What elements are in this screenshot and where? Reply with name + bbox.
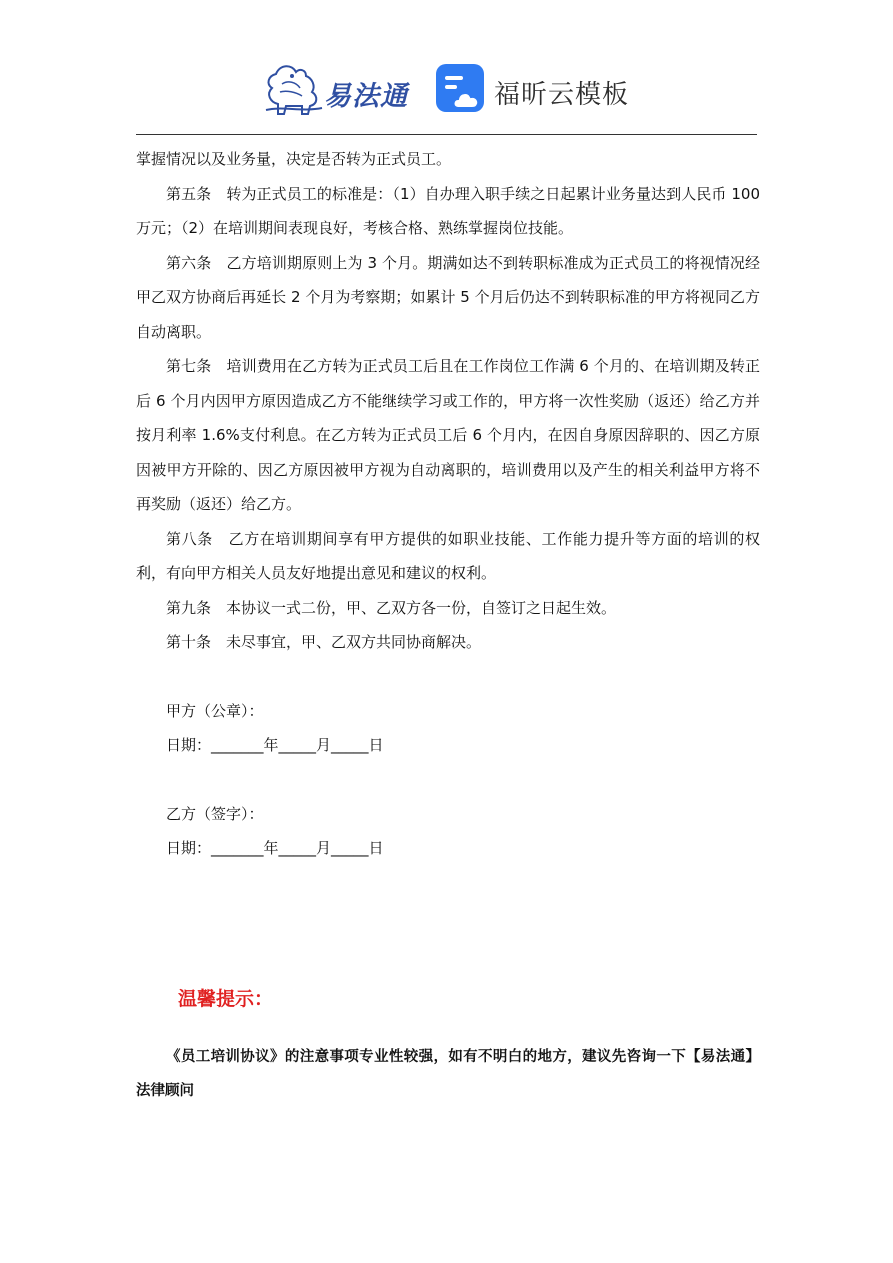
header-divider [136, 134, 757, 135]
article-10: 第十条 未尽事宜，甲、乙双方共同协商解决。 [166, 633, 482, 651]
article-7: 第七条 培训费用在乙方转为正式员工后且在工作岗位工作满 6 个月的、在培训期及转正后 6 个月内因甲方原因造成乙方不能继续学习或工作的，甲方将一次性奖励（返还）给乙方并按月利率 1.6%支付利息。在乙方转为正式员工后 6 个月内，在因自身原因辞职的、因乙方原因被甲方开除的、因乙方原因被甲方视为自动离职的，培训费用以及产生的相关利益甲方将不再奖励（返还）给乙方。 [136, 357, 760, 513]
logo-left-text: 易法通 [324, 81, 408, 112]
party-b-label: 乙方（签字）： [166, 804, 264, 823]
foxit-cloud-template-logo [436, 64, 636, 118]
party-b-date: 日期：_______年_____月_____日 [166, 839, 384, 857]
logo-right-text: 福昕云模板 [494, 80, 630, 110]
paragraph-continuation: 掌握情况以及业务量，决定是否转为正式员工。 [136, 150, 452, 168]
document-header [0, 58, 893, 122]
article-8: 第八条 乙方在培训期间享有甲方提供的如职业技能、工作能力提升等方面的培训的权利，有向甲方相关人员友好地提出意见和建议的权利。 [136, 529, 760, 582]
qilin-icon [262, 60, 324, 118]
party-a-date: 日期：_______年_____月_____日 [166, 736, 384, 754]
signature-block [166, 694, 760, 866]
article-5: 第五条 转为正式员工的标准是：（1）自办理入职手续之日起累计业务量达到人民币 100 万元；（2）在培训期间表现良好，考核合格、熟练掌握岗位技能。 [136, 184, 760, 237]
party-a-label: 甲方（公章）： [166, 701, 264, 720]
contract-body [136, 142, 760, 866]
yifatong-logo [262, 60, 412, 118]
article-9: 第九条 本协议一式二份，甲、乙双方各一份，自签订之日起生效。 [166, 598, 617, 617]
article-6: 第六条 乙方培训期原则上为 3 个月。期满如达不到转职标准成为正式员工的将视情况经甲乙双方协商后再延长 2 个月为考察期；如累计 5 个月后仍达不到转职标准的甲方将视同乙方自动离职。 [136, 253, 760, 341]
tip-body: 《员工培训协议》的注意事项专业性较强，如有不明白的地方，建议先咨询一下【易法通】法律顾问 [136, 1048, 760, 1099]
tip-title: 温馨提示： [178, 988, 274, 1010]
cloud-document-icon [436, 64, 488, 116]
